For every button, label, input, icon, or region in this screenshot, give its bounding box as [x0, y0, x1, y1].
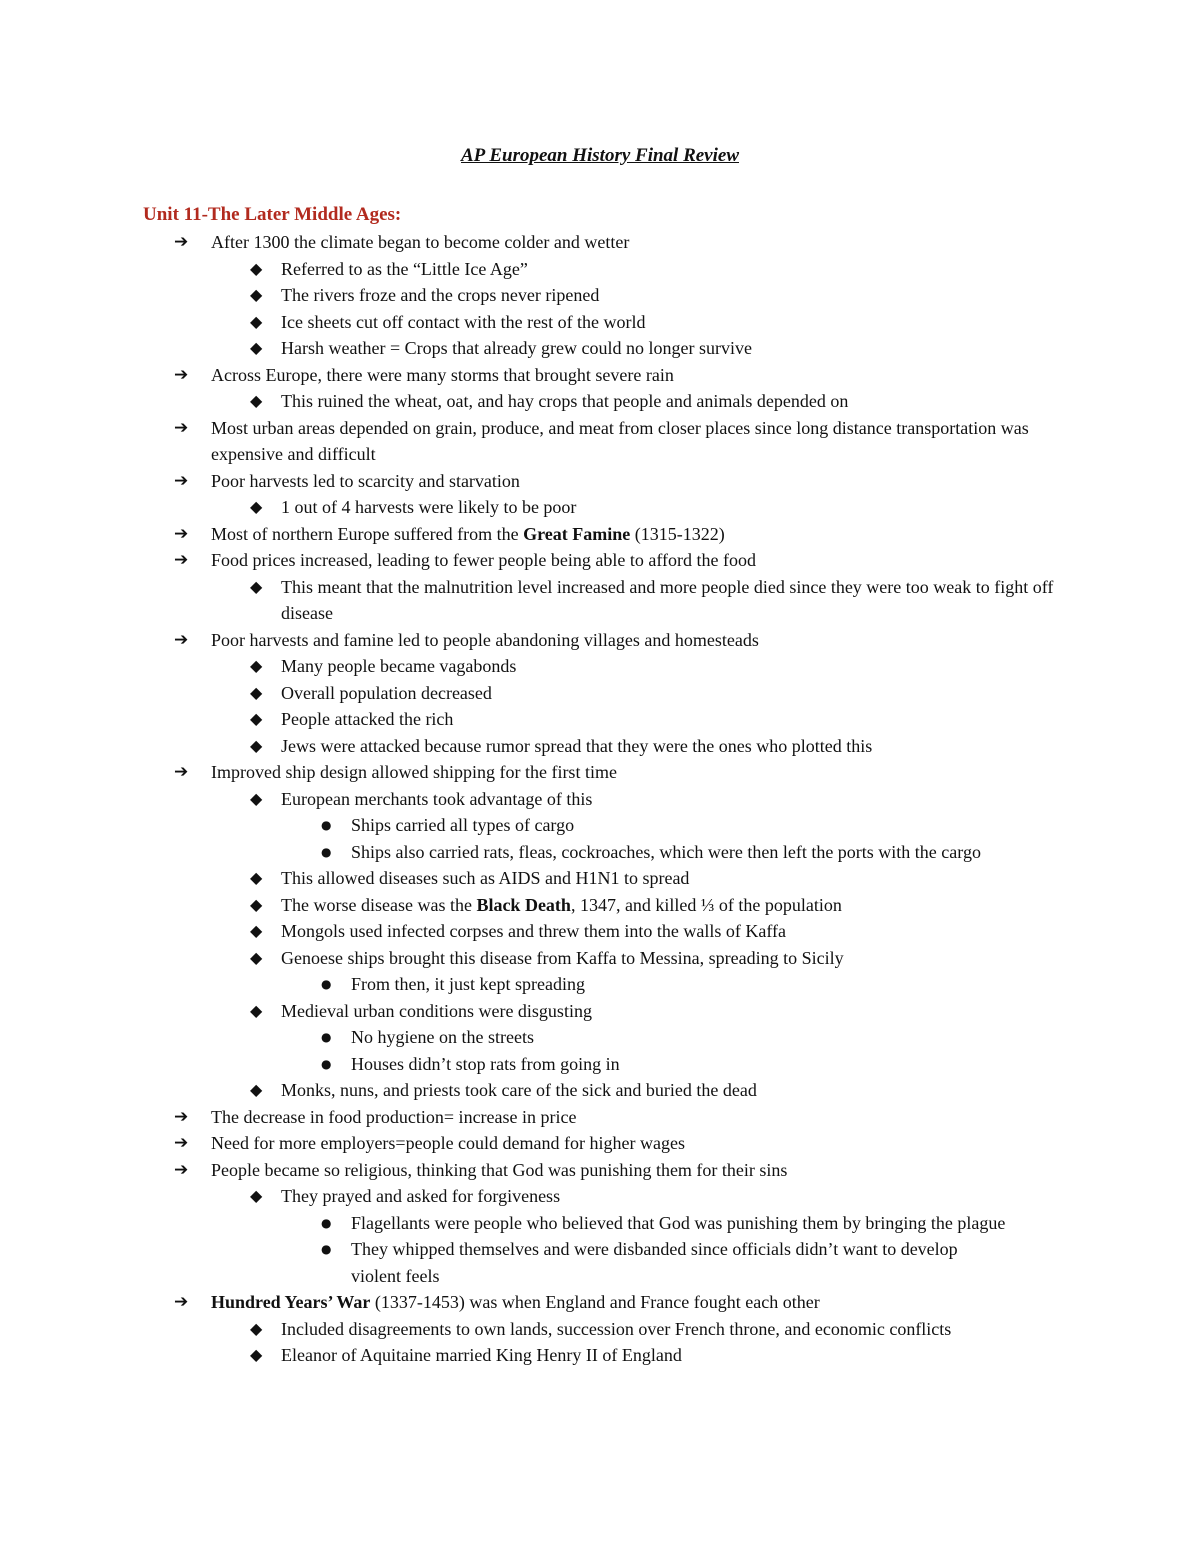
diamond-bullet-icon: ◆: [250, 656, 263, 675]
list-item: ➔ Poor harvests led to scarcity and starvation ◆ 1 out of 4 harvests were likely to be poor: [0, 468, 1200, 521]
arrow-bullet-icon: ➔: [174, 417, 189, 438]
list-item: ◆ European merchants took advantage of this ● Ships carried all types of cargo ● Ships also carried rats, fleas, cockroaches, which were then left the ports with the cargo: [211, 786, 1070, 866]
unit-heading: Unit 11-The Later Middle Ages:: [143, 204, 402, 225]
dot-bullet-icon: ●: [321, 1215, 332, 1230]
black-death-term: Black Death: [476, 894, 571, 915]
diamond-bullet-icon: ◆: [250, 868, 263, 887]
list-item: ◆ This allowed diseases such as AIDS and H1N1 to spread: [211, 865, 1070, 892]
diamond-bullet-icon: ◆: [250, 258, 263, 278]
list-item: ➔ People became so religious, thinking that God was punishing them for their sins ◆ They prayed and asked for forgiveness ● Flagellants were people who believed that God was punishing them by bringing the plague ● They whipped themselves and were disbanded since officials didn’t want to develop violent feels: [0, 1157, 1200, 1290]
list-item: ◆ Overall population decreased: [211, 680, 1070, 707]
list-item: ◆ Mongols used infected corpses and threw them into the walls of Kaffa: [211, 918, 1070, 945]
dot-bullet-icon: ●: [321, 844, 332, 859]
diamond-bullet-icon: ◆: [250, 497, 263, 516]
list-item: ◆ Referred to as the “Little Ice Age”: [211, 256, 1070, 283]
list-item: ◆ Ice sheets cut off contact with the rest of the world: [211, 309, 1070, 336]
dot-bullet-icon: ●: [321, 818, 332, 832]
list-item: ➔ Most urban areas depended on grain, produce, and meat from closer places since long distance transportation was expensive and difficult: [0, 415, 1200, 468]
arrow-bullet-icon: ➔: [174, 1106, 189, 1127]
list-item: ➔ Need for more employers=people could demand for higher wages: [0, 1130, 1200, 1157]
list-item: ◆ Included disagreements to own lands, succession over French throne, and economic conflicts: [211, 1316, 1070, 1343]
list-item: ● Ships carried all types of cargo: [281, 812, 1070, 839]
dot-bullet-icon: ●: [321, 1242, 332, 1256]
list-item: ● Flagellants were people who believed that God was punishing them by bringing the plague: [281, 1210, 1010, 1237]
arrow-bullet-icon: ➔: [174, 1292, 189, 1312]
arrow-bullet-icon: ➔: [174, 470, 189, 491]
list-item: ◆ Genoese ships brought this disease from Kaffa to Messina, spreading to Sicily ● From then, it just kept spreading: [211, 945, 1070, 998]
arrow-bullet-icon: ➔: [174, 1159, 189, 1180]
list-item: ◆ People attacked the rich: [211, 706, 1070, 733]
diamond-bullet-icon: ◆: [250, 1318, 263, 1338]
arrow-bullet-icon: ➔: [174, 550, 189, 570]
list-item: ● From then, it just kept spreading: [281, 971, 1070, 998]
arrow-bullet-icon: ➔: [174, 232, 189, 252]
diamond-bullet-icon: ◆: [250, 391, 263, 410]
diamond-bullet-icon: ◆: [250, 709, 263, 728]
list-item: ● No hygiene on the streets: [281, 1024, 1070, 1051]
list-item: ◆ The worse disease was the Black Death, 1347, and killed ⅓ of the population: [211, 892, 1070, 919]
outline-list: [0, 229, 1200, 1369]
list-item: ◆ This ruined the wheat, oat, and hay crops that people and animals depended on: [211, 388, 1070, 415]
diamond-bullet-icon: ◆: [250, 682, 263, 702]
diamond-bullet-icon: ◆: [250, 735, 263, 755]
list-item: ◆ The rivers froze and the crops never ripened: [211, 282, 1070, 309]
list-item: ● Ships also carried rats, fleas, cockroaches, which were then left the ports with the cargo: [281, 839, 1070, 866]
hundred-years-war-term: Hundred Years’ War: [211, 1292, 371, 1312]
dot-bullet-icon: ●: [321, 977, 332, 991]
diamond-bullet-icon: ◆: [250, 311, 263, 331]
list-item: ➔ After 1300 the climate began to become colder and wetter ◆ Referred to as the “Little Ice Age” ◆ The rivers froze and the crops never ripened ◆ Ice sheets cut off contact with the rest of the world ◆ Harsh weather = Crops that already grew could no longer survive: [0, 229, 1200, 362]
diamond-bullet-icon: ◆: [250, 947, 263, 967]
arrow-bullet-icon: ➔: [174, 629, 189, 650]
list-item: ➔ Poor harvests and famine led to people abandoning villages and homesteads ◆ Many people became vagabonds ◆ Overall population decreased ◆ People attacked the rich ◆ Jews were attacked because rumor spread that they were the ones who plotted this: [0, 627, 1200, 760]
list-item: ◆ Harsh weather = Crops that already grew could no longer survive: [211, 335, 1070, 362]
dot-bullet-icon: ●: [321, 1056, 332, 1071]
dot-bullet-icon: ●: [321, 1030, 332, 1044]
great-famine-term: Great Famine: [523, 523, 631, 544]
diamond-bullet-icon: ◆: [250, 576, 263, 596]
list-item: ● They whipped themselves and were disbanded since officials didn’t want to develop violent feels: [281, 1236, 1010, 1289]
arrow-bullet-icon: ➔: [174, 364, 189, 385]
list-item: ➔ Across Europe, there were many storms that brought severe rain ◆ This ruined the wheat, oat, and hay crops that people and animals depended on: [0, 362, 1200, 415]
diamond-bullet-icon: ◆: [250, 921, 263, 940]
arrow-bullet-icon: ➔: [174, 1133, 189, 1153]
list-item: ➔ Hundred Years’ War (1337-1453) was when England and France fought each other ◆ Included disagreements to own lands, succession over French throne, and economic conflicts ◆ Eleanor of Aquitaine married King Henry II of England: [0, 1289, 1200, 1369]
diamond-bullet-icon: ◆: [250, 788, 263, 808]
list-item: ➔ Most of northern Europe suffered from the Great Famine (1315-1322): [0, 521, 1200, 548]
list-item: ➔ Food prices increased, leading to fewer people being able to afford the food ◆ This meant that the malnutrition level increased and more people died since they were too weak to fight off disease: [0, 547, 1200, 627]
list-item: ◆ Monks, nuns, and priests took care of the sick and buried the dead: [211, 1077, 1070, 1104]
list-item: ● Houses didn’t stop rats from going in: [281, 1051, 1070, 1078]
diamond-bullet-icon: ◆: [250, 285, 263, 304]
diamond-bullet-icon: ◆: [250, 894, 263, 914]
list-item: ◆ 1 out of 4 harvests were likely to be poor: [211, 494, 1070, 521]
list-item: ➔ The decrease in food production= increase in price: [0, 1104, 1200, 1131]
list-item: ◆ Eleanor of Aquitaine married King Henry II of England: [211, 1342, 1070, 1369]
list-item: ◆ Many people became vagabonds: [211, 653, 1070, 680]
list-item: ◆ Medieval urban conditions were disgusting ● No hygiene on the streets ● Houses didn’t stop rats from going in: [211, 998, 1070, 1078]
diamond-bullet-icon: ◆: [250, 1345, 263, 1364]
diamond-bullet-icon: ◆: [250, 1080, 263, 1099]
arrow-bullet-icon: ➔: [174, 762, 189, 782]
list-item: ◆ This meant that the malnutrition level increased and more people died since they were too weak to fight off disease: [211, 574, 1070, 627]
list-item: ◆ Jews were attacked because rumor spread that they were the ones who plotted this: [211, 733, 1070, 760]
diamond-bullet-icon: ◆: [250, 1186, 263, 1205]
diamond-bullet-icon: ◆: [250, 338, 263, 357]
arrow-bullet-icon: ➔: [174, 523, 189, 544]
list-item: ➔ Improved ship design allowed shipping for the first time ◆ European merchants took advantage of this ● Ships carried all types of cargo ● Ships also carried rats, fleas, cockroaches, which were then left the ports with the cargo ◆ This allowed diseases such as AIDS and H1N1 to spread ◆ The worse disease was the Black Death, 1347, and killed ⅓ of the population ◆ Mongols used infected corpses and threw them into the walls of Kaffa ◆ Genoese ships brought this disease from Kaffa to Messina, spreading to Sicily ● From then, it just kept spreading ◆ Medieval urban conditions were disgusting ● No hygiene on the streets ● Houses didn’t stop rats from going in ◆ Monks, nuns, and priests took care of the sick and buried the dead: [0, 759, 1200, 1104]
diamond-bullet-icon: ◆: [250, 1000, 263, 1020]
document-title: AP European History Final Review: [461, 145, 739, 166]
list-item: ◆ They prayed and asked for forgiveness ● Flagellants were people who believed that God was punishing them by bringing the plague ● They whipped themselves and were disbanded since officials didn’t want to develop violent feels: [211, 1183, 1070, 1289]
